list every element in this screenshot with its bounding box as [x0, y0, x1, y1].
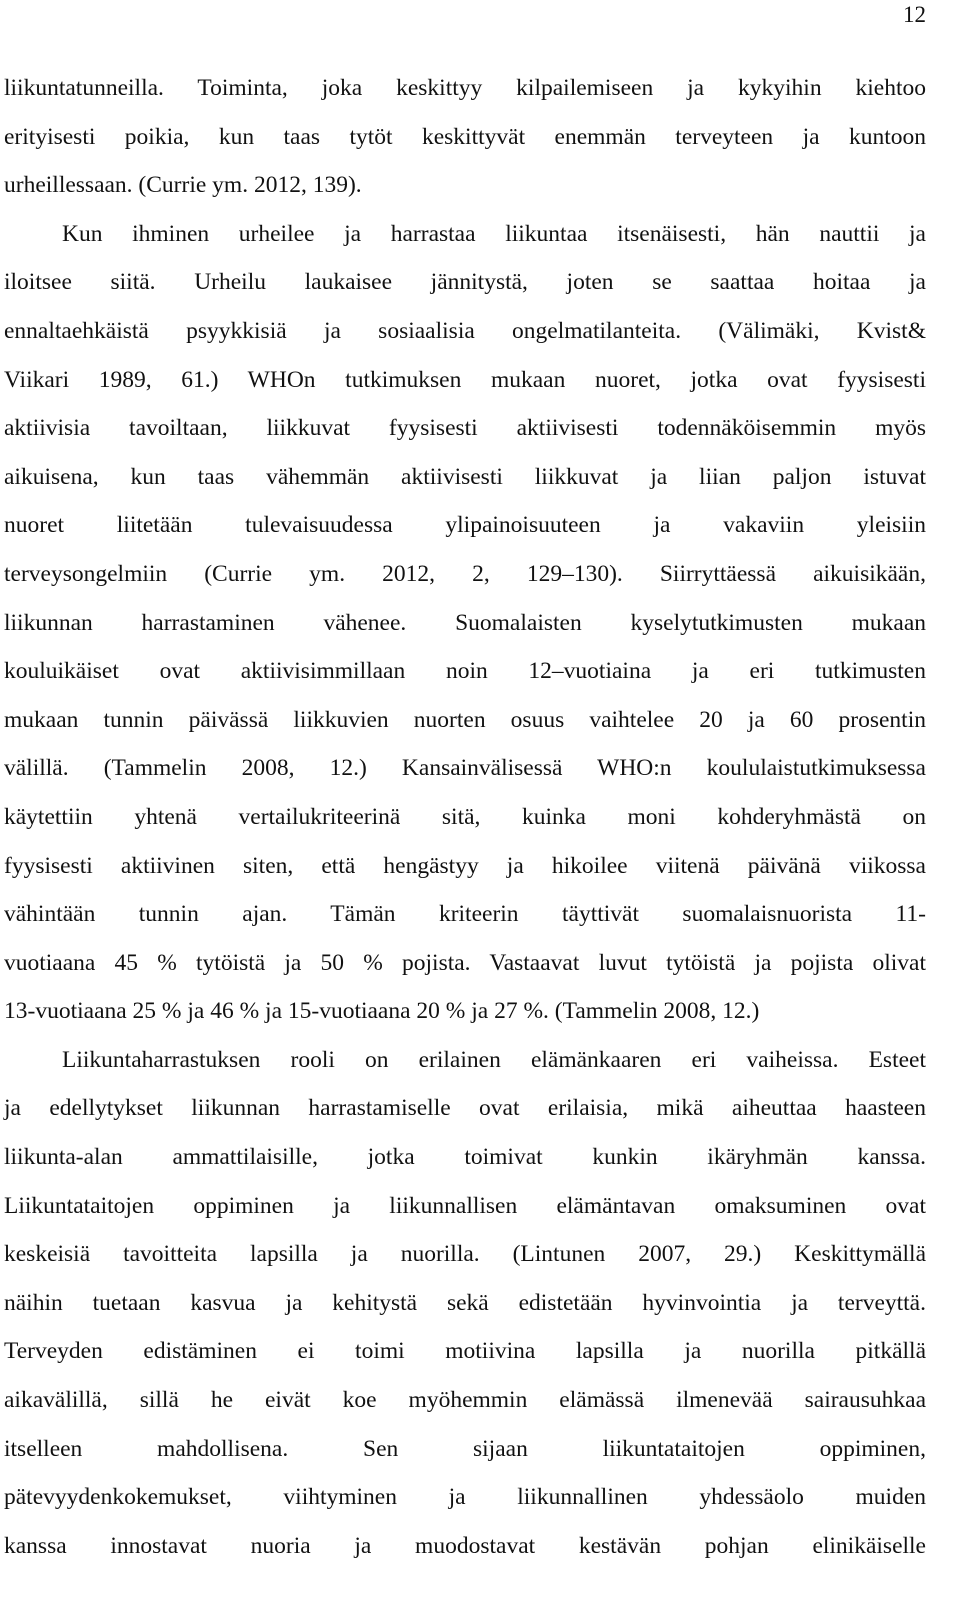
text-line: ennaltaehkäistä psyykkisiä ja sosiaalisia ongelmatilanteita. (Välimäki, Kvist& — [4, 317, 926, 344]
text-line: vähintään tunnin ajan. Tämän kriteerin täyttivät suomalaisnuorista 11- — [4, 901, 926, 928]
text-line: liikunnan harrastaminen vähenee. Suomalaisten kyselytutkimusten mukaan — [4, 609, 926, 636]
text-line: erityisesti poikia, kun taas tytöt keskittyvät enemmän terveyteen ja kuntoon — [4, 123, 926, 150]
text-line: itselleen mahdollisena. Sen sijaan liikuntataitojen oppiminen, — [4, 1435, 926, 1462]
text-line: liikunta-alan ammattilaisille, jotka toimivat kunkin ikäryhmän kanssa. — [4, 1144, 926, 1171]
text-line: vuotiaana 45 % tytöistä ja 50 % pojista. Vastaavat luvut tytöistä ja pojista olivat — [4, 949, 926, 976]
text-line: aktiivisia tavoiltaan, liikkuvat fyysisesti aktiivisesti todennäköisemmin myös — [4, 415, 926, 442]
text-line: aikavälillä, sillä he eivät koe myöhemmin elämässä ilmenevää sairausuhkaa — [4, 1387, 926, 1414]
text-line: iloitsee siitä. Urheilu laukaisee jännitystä, joten se saattaa hoitaa ja — [4, 269, 926, 296]
text-line: nuoret liitetään tulevaisuudessa ylipainoisuuteen ja vakaviin yleisiin — [4, 512, 926, 539]
text-line: välillä. (Tammelin 2008, 12.) Kansainvälisessä WHO:n koululaistutkimuksessa — [4, 755, 926, 782]
text-line: mukaan tunnin päivässä liikkuvien nuorten osuus vaihtelee 20 ja 60 prosentin — [4, 706, 926, 733]
text-line: näihin tuetaan kasvua ja kehitystä sekä edistetään hyvinvointia ja terveyttä. — [4, 1289, 926, 1316]
text-line: fyysisesti aktiivinen siten, että hengästyy ja hikoilee viitenä päivänä viikossa — [4, 852, 926, 879]
page-number: 12 — [903, 2, 926, 27]
text-line: Liikuntaharrastuksen rooli on erilainen elämänkaaren eri vaiheissa. Esteet — [62, 1046, 926, 1073]
text-line: urheillessaan. (Currie ym. 2012, 139). — [4, 172, 362, 199]
text-line: kouluikäiset ovat aktiivisimmillaan noin 12–vuotiaina ja eri tutkimusten — [4, 658, 926, 685]
text-line: Viikari 1989, 61.) WHOn tutkimuksen mukaan nuoret, jotka ovat fyysisesti — [4, 366, 926, 393]
text-line: terveysongelmiin (Currie ym. 2012, 2, 129–130). Siirryttäessä aikuisikään, — [4, 560, 926, 587]
text-line: pätevyydenkokemukset, viihtyminen ja liikunnallinen yhdessäolo muiden — [4, 1484, 926, 1511]
text-line: aikuisena, kun taas vähemmän aktiivisesti liikkuvat ja liian paljon istuvat — [4, 463, 926, 490]
text-line: 13-vuotiaana 25 % ja 46 % ja 15-vuotiaana 20 % ja 27 %. (Tammelin 2008, 12.) — [4, 998, 760, 1025]
text-line: Kun ihminen urheilee ja harrastaa liikuntaa itsenäisesti, hän nauttii ja — [62, 220, 926, 247]
text-line: Terveyden edistäminen ei toimi motiivina lapsilla ja nuorilla pitkällä — [4, 1338, 926, 1365]
text-line: ja edellytykset liikunnan harrastamiselle ovat erilaisia, mikä aiheuttaa haasteen — [4, 1095, 926, 1122]
text-line: Liikuntataitojen oppiminen ja liikunnallisen elämäntavan omaksuminen ovat — [4, 1192, 926, 1219]
text-line: liikuntatunneilla. Toiminta, joka keskittyy kilpailemiseen ja kykyihin kiehtoo — [4, 75, 926, 101]
text-line: käytettiin yhtenä vertailukriteerinä sitä, kuinka moni kohderyhmästä on — [4, 803, 926, 830]
text-line: kanssa innostavat nuoria ja muodostavat kestävän pohjan elinikäiselle — [4, 1532, 926, 1559]
text-line: keskeisiä tavoitteita lapsilla ja nuorilla. (Lintunen 2007, 29.) Keskittymällä — [4, 1241, 926, 1268]
body-text — [4, 64, 926, 1570]
